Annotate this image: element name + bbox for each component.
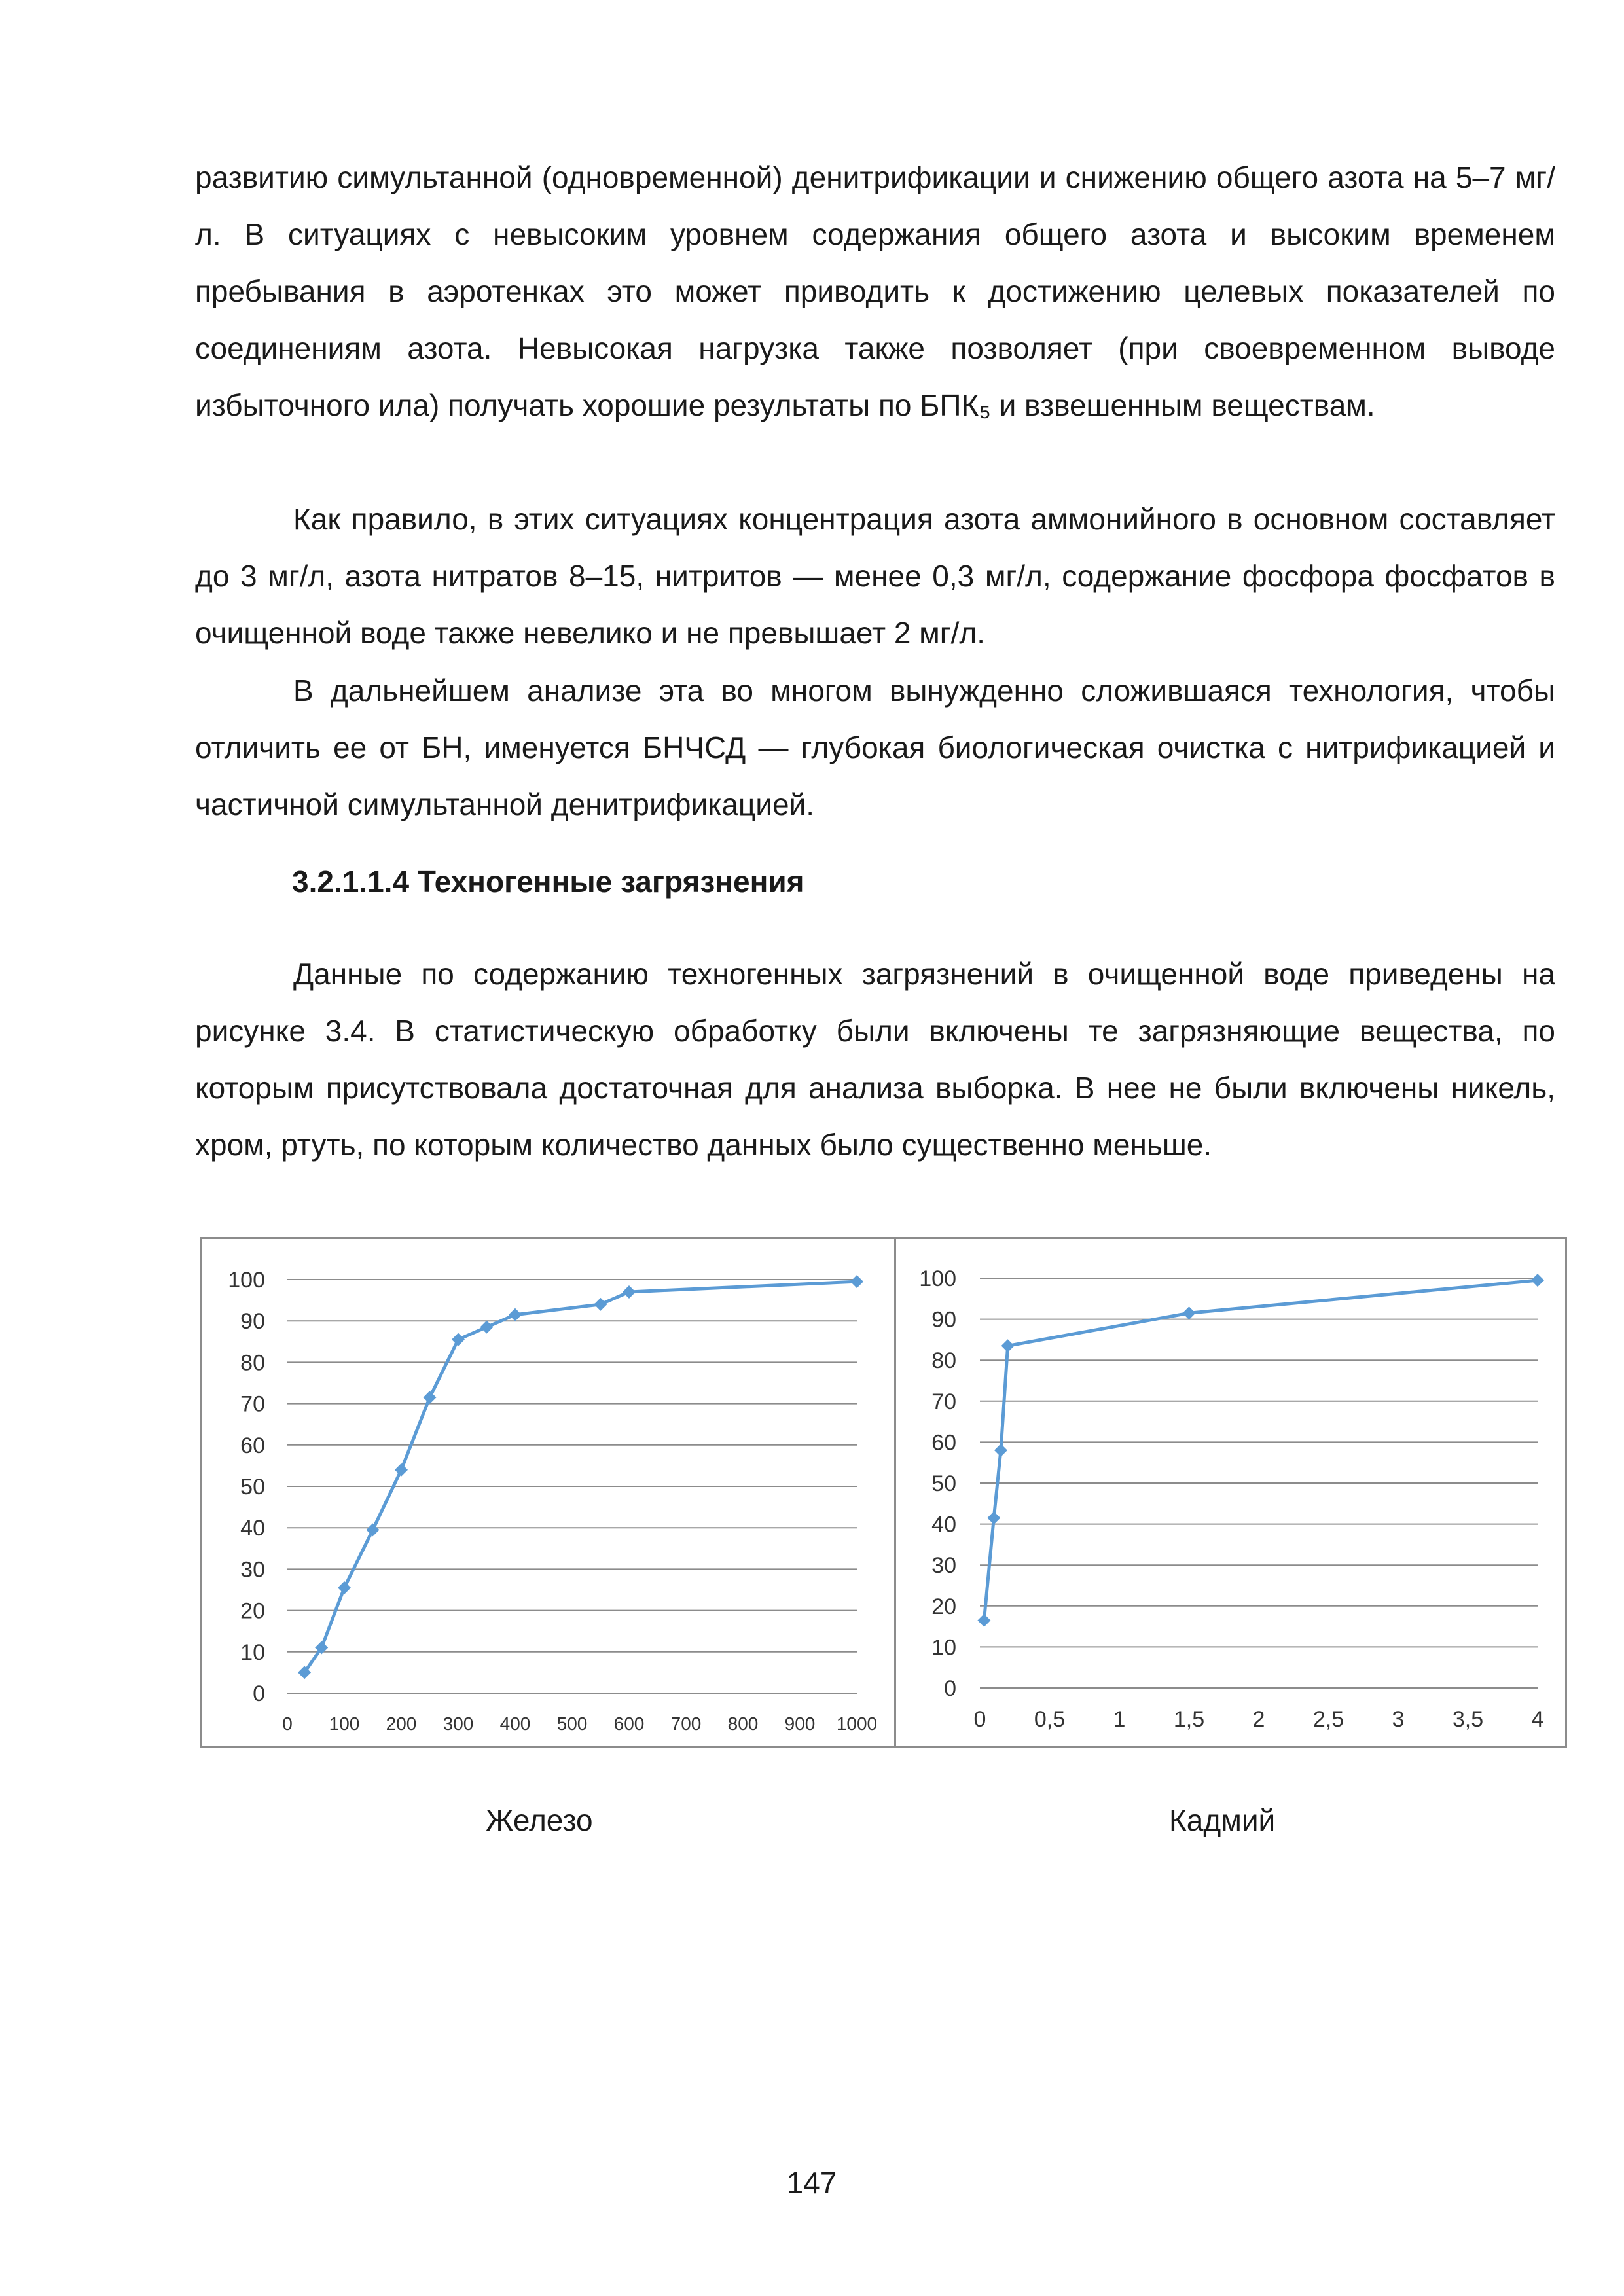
y-tick-label: 30 (931, 1553, 956, 1579)
series-line (984, 1280, 1538, 1621)
series-line (304, 1282, 857, 1672)
x-tick-label: 2 (1252, 1707, 1265, 1732)
x-tick-label: 1,5 (1173, 1707, 1205, 1732)
data-point (509, 1308, 522, 1321)
y-tick-label: 10 (240, 1640, 265, 1665)
x-tick-label: 700 (670, 1713, 702, 1734)
paragraph-1: развитию симультанной (одновременной) денитрификации и снижению общего азота на 5–7 мг/л. В ситуациях с невысоким уровнем содержания общего азота и высоким временем пребывания в аэротенках это может приводить к достижению целевых показателей по соединениям азота. Невысокая нагрузка также позволяет (при своевременном выводе избыточного ила) получать хорошие результаты по БПК₅ и взвешенным веществам. (195, 160, 1555, 422)
data-point (987, 1511, 1000, 1524)
paragraph-2: Как правило, в этих ситуациях концентрация азота аммонийного в основном составляет до 3 мг/л, азота нитратов 8–15, нитритов — менее 0,3 мг/л, содержание фосфора фосфатов в очищенной воде также невелико и не превышает 2 мг/л. (195, 502, 1555, 650)
paragraph-4: Данные по содержанию техногенных загрязнений в очищенной воде приведены на рисунке 3.4. В статистическую обработку были включены те загрязняющие вещества, по которым присутствовала достаточная для анализа выборка. В нее не были включены никель, хром, ртуть, по которым количество данных было существенно меньше. (195, 957, 1555, 1162)
chart-iron-plot (202, 1239, 896, 1746)
data-point (1001, 1339, 1015, 1352)
y-tick-label: 100 (228, 1268, 265, 1293)
chart-cadmium-plot (896, 1239, 1565, 1746)
y-tick-label: 50 (931, 1471, 956, 1496)
caption-iron: Железо (486, 1803, 593, 1837)
y-tick-label: 50 (240, 1475, 265, 1499)
x-tick-label: 0,5 (1034, 1707, 1066, 1732)
y-tick-label: 70 (240, 1391, 265, 1417)
y-tick-label: 90 (931, 1307, 956, 1333)
data-point (338, 1581, 351, 1594)
x-tick-label: 500 (556, 1713, 588, 1734)
x-tick-label: 3 (1392, 1707, 1405, 1732)
x-tick-label: 600 (613, 1713, 645, 1734)
y-tick-label: 20 (931, 1594, 956, 1619)
data-point (977, 1614, 990, 1627)
y-tick-label: 80 (931, 1348, 956, 1374)
data-point (994, 1444, 1007, 1457)
x-tick-label: 1000 (836, 1713, 878, 1734)
y-tick-label: 40 (931, 1512, 956, 1537)
x-tick-label: 800 (727, 1713, 759, 1734)
data-point (1183, 1306, 1196, 1319)
y-tick-label: 30 (240, 1557, 265, 1583)
x-tick-label: 300 (442, 1713, 474, 1734)
y-tick-label: 90 (240, 1309, 265, 1335)
y-tick-label: 100 (919, 1266, 956, 1291)
data-point (594, 1298, 607, 1311)
chart-cadmium (894, 1237, 1567, 1748)
data-point (395, 1463, 408, 1477)
data-point (452, 1333, 465, 1346)
x-tick-label: 0 (973, 1707, 986, 1732)
chart-iron (200, 1237, 898, 1748)
x-tick-label: 2,5 (1312, 1707, 1344, 1732)
y-tick-label: 60 (931, 1430, 956, 1456)
y-tick-label: 0 (253, 1681, 265, 1706)
x-tick-label: 200 (386, 1713, 417, 1734)
y-tick-label: 60 (240, 1433, 265, 1458)
data-point (850, 1275, 863, 1288)
y-tick-label: 20 (240, 1598, 265, 1624)
paragraph-3: В дальнейшем анализе эта во многом вынужденно сложившаяся технология, чтобы отличить ее от БН, именуется БНЧСД — глубокая биологическая очистка с нитрификацией и частичной симультанной денитрификацией. (195, 673, 1555, 821)
x-tick-label: 400 (499, 1713, 531, 1734)
x-tick-label: 100 (329, 1713, 360, 1734)
data-point (623, 1285, 636, 1299)
x-tick-label: 3,5 (1452, 1707, 1484, 1732)
data-point (367, 1523, 380, 1536)
section-heading: 3.2.1.1.4 Техногенные загрязнения (292, 865, 804, 899)
page-number: 147 (786, 2166, 837, 2200)
x-tick-label: 900 (784, 1713, 816, 1734)
y-tick-label: 0 (944, 1676, 956, 1701)
x-tick-label: 1 (1113, 1707, 1126, 1732)
data-point (424, 1391, 437, 1404)
x-tick-label: 4 (1531, 1707, 1544, 1732)
y-tick-label: 80 (240, 1350, 265, 1376)
y-tick-label: 70 (931, 1389, 956, 1414)
x-tick-label: 0 (282, 1713, 293, 1734)
data-point (1531, 1274, 1544, 1287)
y-tick-label: 40 (240, 1516, 265, 1541)
y-tick-label: 10 (931, 1635, 956, 1660)
data-point (480, 1321, 494, 1334)
caption-cadmium: Кадмий (1169, 1803, 1276, 1837)
